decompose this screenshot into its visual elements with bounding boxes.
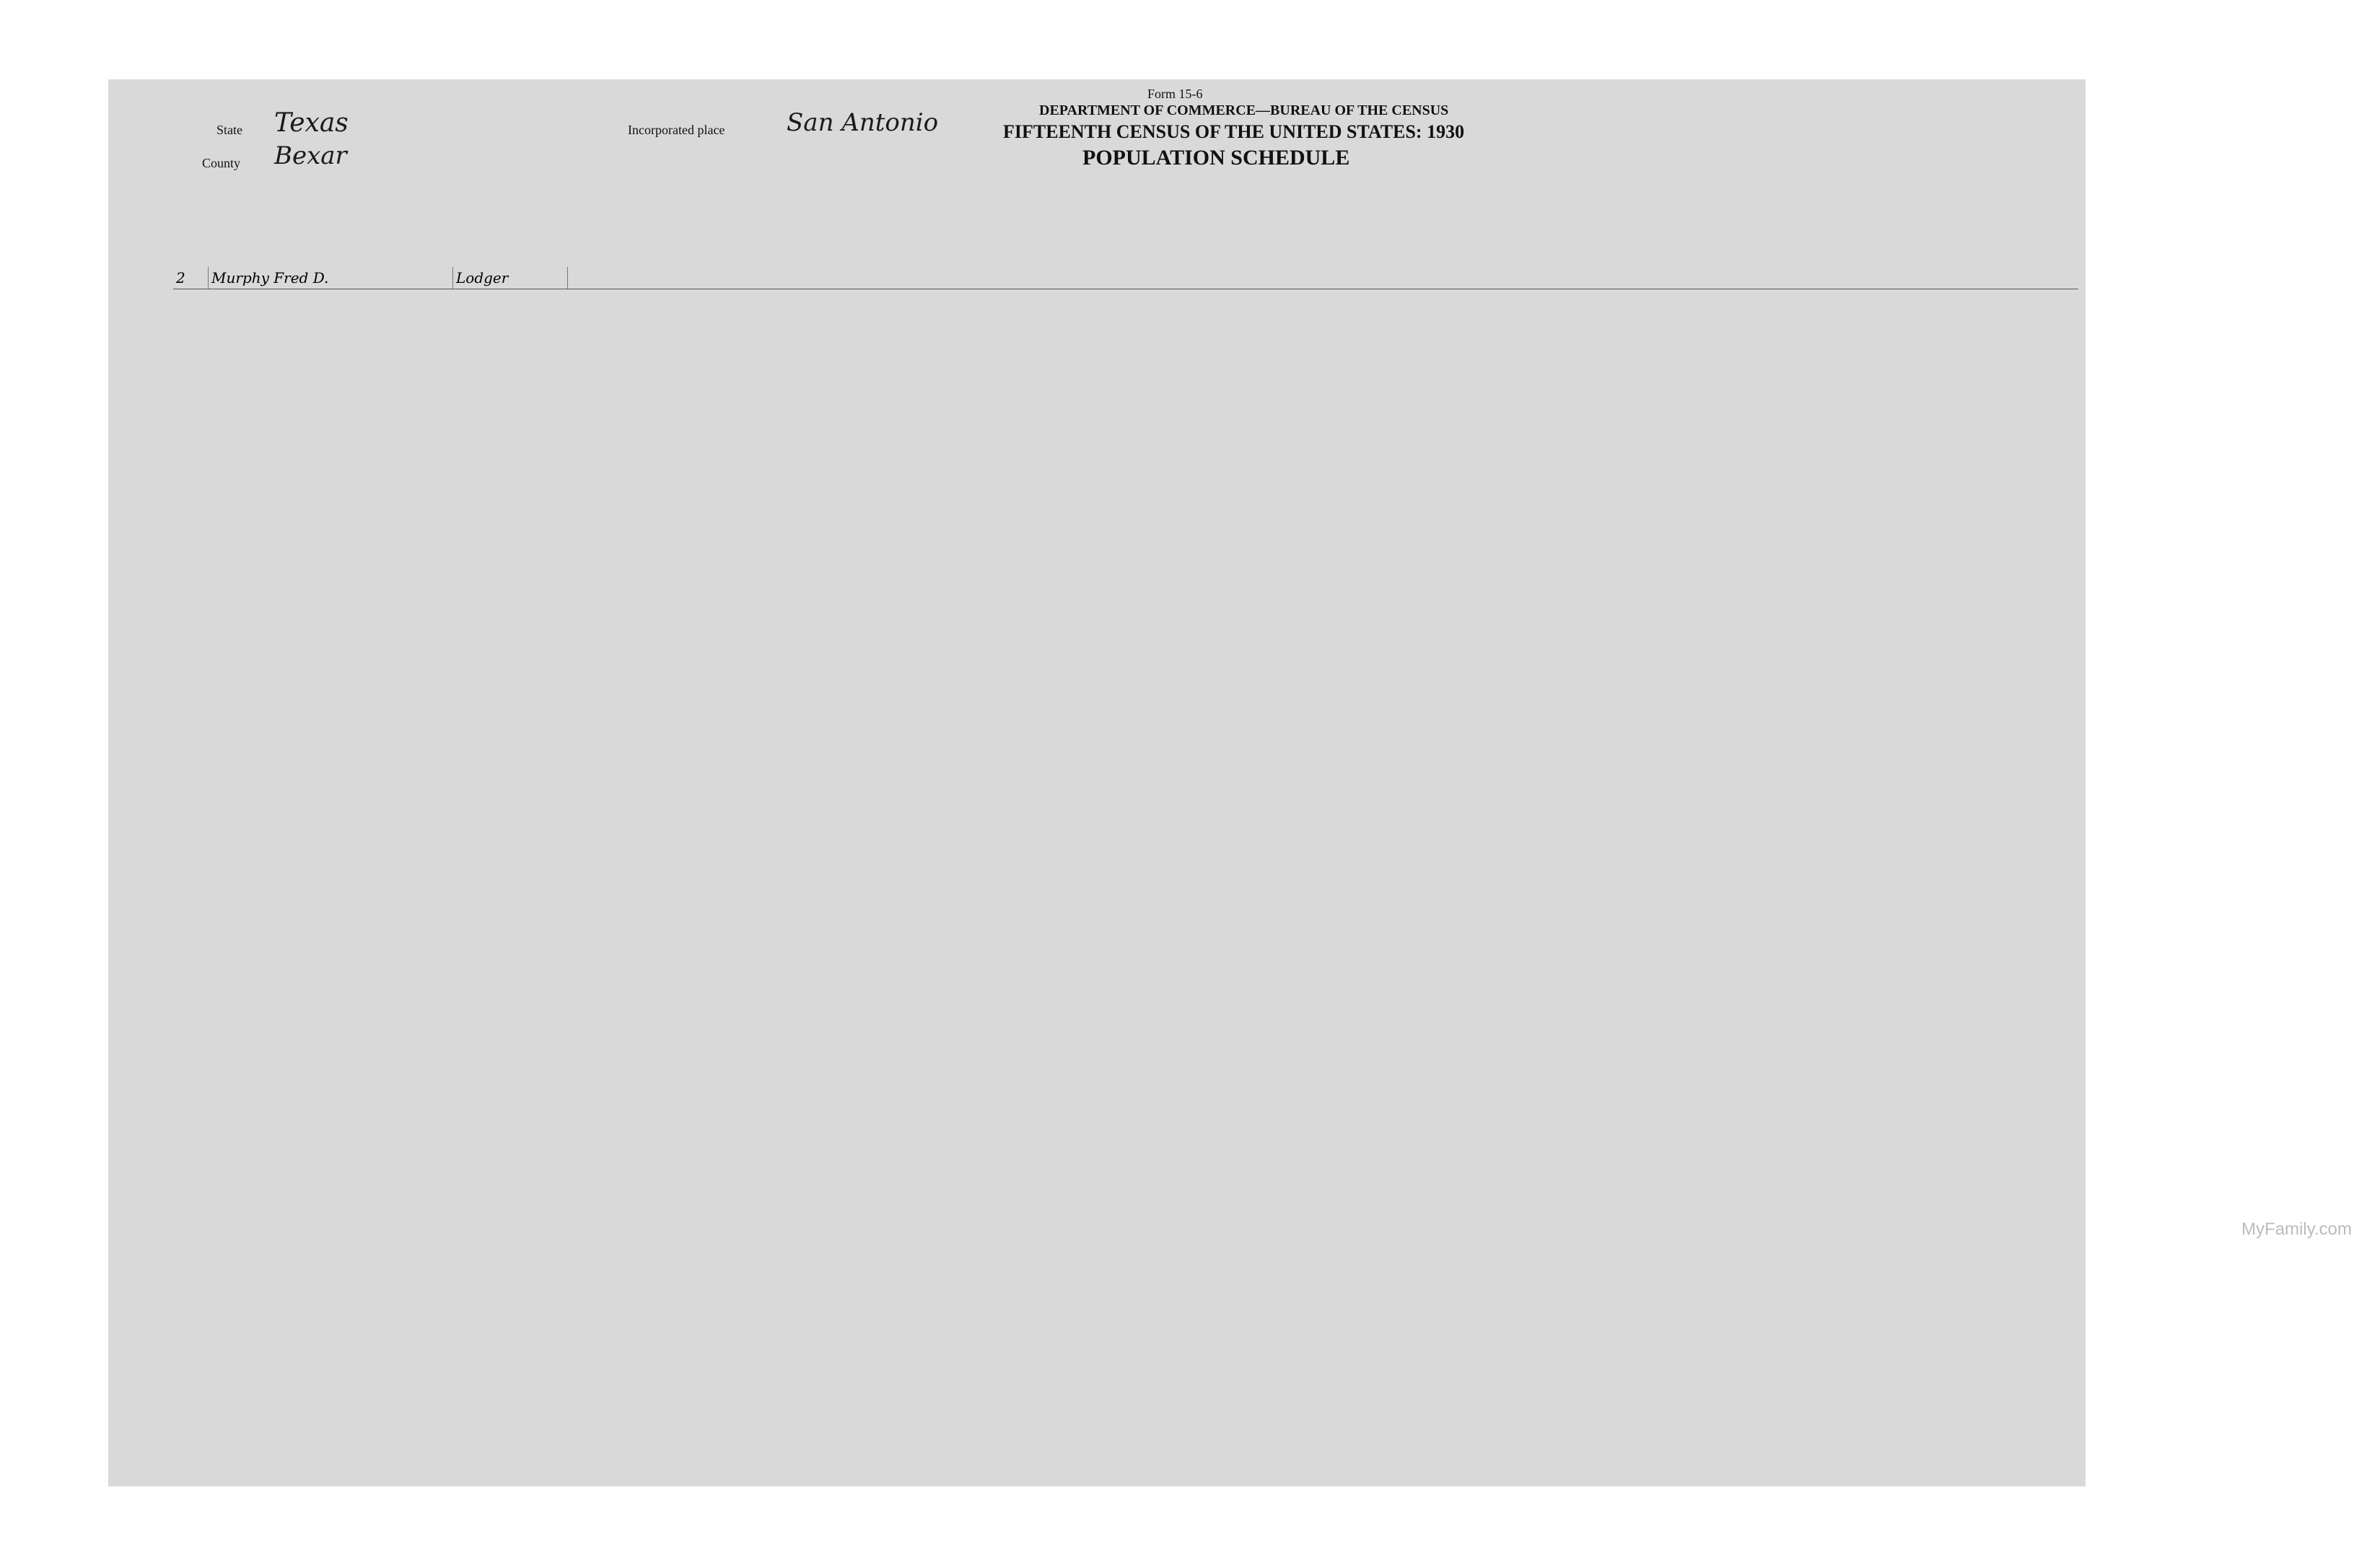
census-table	[173, 267, 2078, 289]
county-value: Bexar	[274, 141, 347, 170]
census-title: FIFTEENTH CENSUS OF THE UNITED STATES: 1930	[1003, 121, 1465, 142]
incorporated-place-value: San Antonio	[787, 108, 939, 137]
census-sheet	[108, 79, 2086, 1486]
form-number: Form 15-6	[1147, 87, 1203, 101]
watermark: MyFamily.com	[2241, 1219, 2352, 1239]
relation-cell: Lodger	[453, 267, 568, 289]
county-label: County	[202, 156, 241, 170]
name-cell: Murphy Fred D.	[209, 267, 453, 289]
incorporated-place-label: Incorporated place	[628, 123, 725, 137]
state-value: Texas	[274, 108, 349, 138]
schedule-title: POPULATION SCHEDULE	[1082, 146, 1350, 170]
department-line: DEPARTMENT OF COMMERCE—BUREAU OF THE CENSUS	[1039, 102, 1449, 118]
table-row	[173, 267, 2078, 289]
state-label: State	[216, 123, 242, 137]
line-number: 2	[173, 267, 209, 289]
